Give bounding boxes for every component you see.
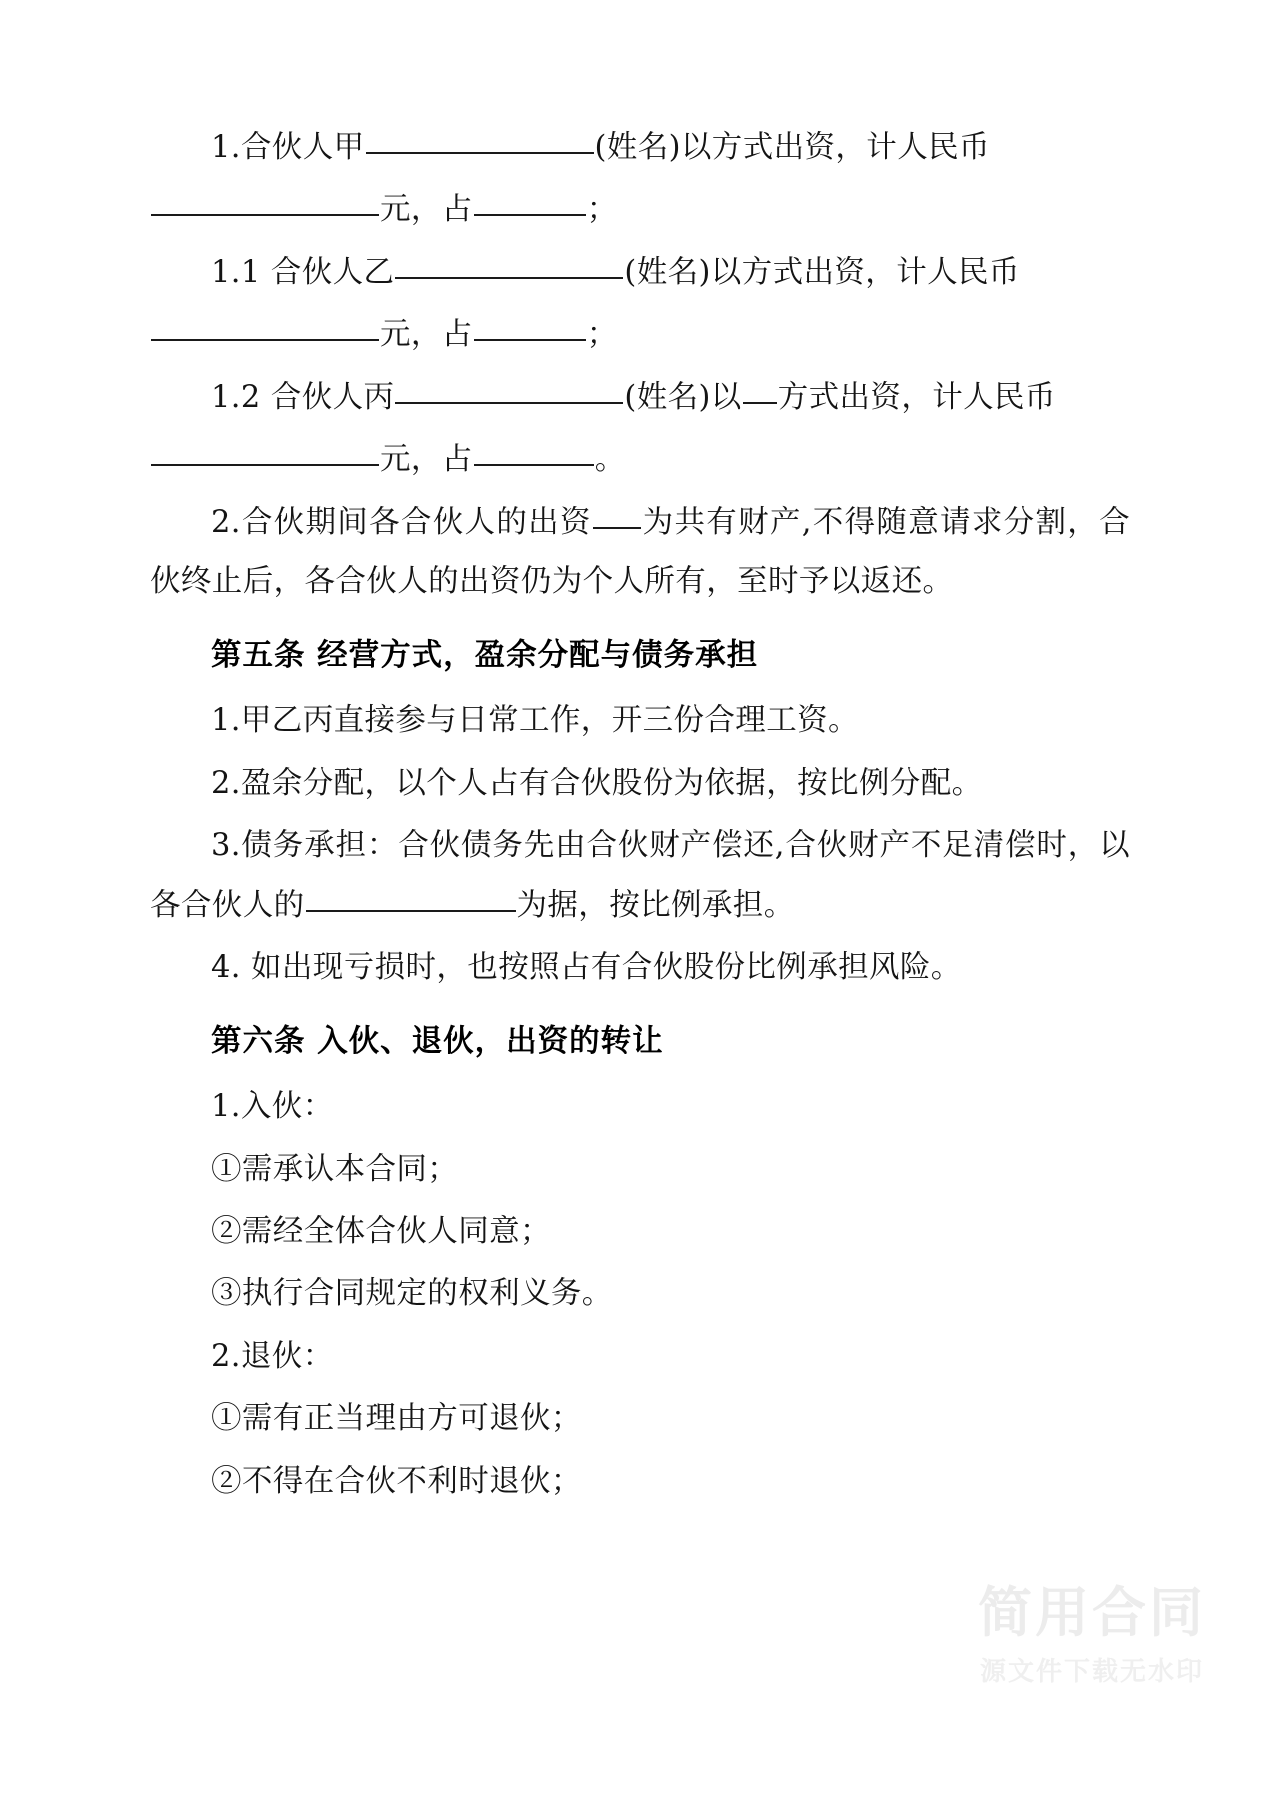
fill-in-blank[interactable]	[474, 436, 594, 466]
paragraph	[150, 118, 1130, 177]
paragraph	[150, 180, 1130, 239]
paragraph	[150, 691, 1130, 750]
paragraph	[150, 754, 1130, 813]
text-run: ③执行合同规定的权利义务。	[211, 1276, 613, 1312]
paragraph	[150, 938, 1130, 997]
text-run: 。	[594, 442, 626, 478]
paragraph	[150, 816, 1130, 935]
paragraph	[150, 1452, 1130, 1511]
fill-in-blank[interactable]	[593, 499, 641, 529]
text-run: ①需有正当理由方可退伙；	[211, 1401, 582, 1437]
fill-in-blank[interactable]	[151, 186, 379, 216]
text-run: (姓名)以	[624, 379, 742, 415]
text-run: ；	[586, 192, 618, 228]
fill-in-blank[interactable]	[366, 124, 594, 154]
text-run: ②不得在合伙不利时退伙；	[211, 1463, 582, 1499]
text-run: 元，占	[380, 317, 473, 353]
paragraph	[150, 493, 1130, 612]
text-run: 3.债务承担：合伙债务先由合伙财产偿还,合伙财产不足清偿时，以各合伙人的	[150, 828, 1130, 923]
paragraph	[150, 1264, 1130, 1323]
text-run: (姓名)以方式出资，计人民币	[594, 130, 990, 165]
paragraph	[150, 1202, 1130, 1261]
text-run: 2.合伙期间各合伙人的出资	[211, 504, 592, 540]
paragraph	[150, 430, 1130, 489]
fill-in-blank[interactable]	[474, 186, 586, 216]
paragraph	[150, 1140, 1130, 1199]
paragraph	[150, 1389, 1130, 1448]
text-run: ；	[586, 317, 618, 353]
text-run: 1.合伙人甲	[211, 130, 365, 165]
document-body	[150, 118, 1130, 1511]
fill-in-blank[interactable]	[743, 374, 777, 404]
fill-in-blank[interactable]	[395, 249, 623, 279]
text-run: 为共有财产,不得随意请求分割，合伙终止后，各合伙人的出资仍为个人所有，至时予以返还。	[150, 504, 1130, 600]
text-run: 1.2 合伙人丙	[211, 379, 395, 415]
text-run: 2.盈余分配，以个人占有合伙股份为依据，按比例分配。	[211, 765, 983, 801]
paragraph	[150, 368, 1130, 427]
fill-in-blank[interactable]	[306, 882, 516, 912]
fill-in-blank[interactable]	[151, 436, 379, 466]
section-heading: 第五条 经营方式，盈余分配与债务承担	[211, 636, 759, 673]
text-run: 元，占	[380, 442, 473, 478]
text-run: 方式出资，计人民币	[777, 379, 1056, 415]
watermark-main-text: 简用合同	[978, 1580, 1206, 1644]
text-run: ②需经全体合伙人同意；	[211, 1213, 551, 1249]
fill-in-blank[interactable]	[474, 311, 586, 341]
paragraph	[150, 1327, 1130, 1386]
section-heading: 第六条 入伙、退伙，出资的转让	[211, 1022, 664, 1059]
fill-in-blank[interactable]	[395, 374, 623, 404]
text-run: 为据，按比例承担。	[516, 887, 795, 923]
text-run: 4. 如出现亏损时，也按照占有合伙股份比例承担风险。	[211, 950, 962, 986]
watermark	[978, 1580, 1206, 1688]
text-run: 2.退伙：	[211, 1338, 334, 1374]
text-run: 1.甲乙丙直接参与日常工作，开三份合理工资。	[211, 703, 859, 739]
text-run: ①需承认本合同；	[211, 1151, 459, 1187]
text-run: (姓名)以方式出资，计人民币	[624, 254, 1020, 290]
paragraph	[150, 305, 1130, 364]
text-run: 1.1 合伙人乙	[211, 254, 395, 290]
paragraph	[150, 1077, 1130, 1136]
text-run: 元，占	[380, 192, 473, 228]
fill-in-blank[interactable]	[151, 311, 379, 341]
paragraph	[150, 243, 1130, 302]
text-run: 1.入伙：	[211, 1089, 334, 1125]
watermark-sub-text: 源文件下载无水印	[979, 1657, 1204, 1687]
